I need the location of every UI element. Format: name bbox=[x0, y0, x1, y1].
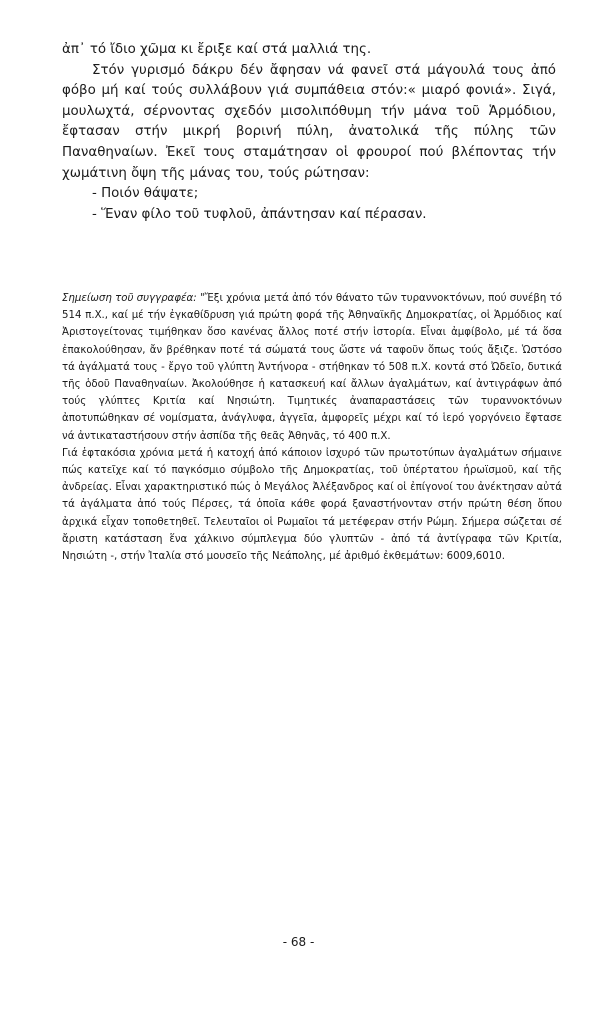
author-note-text: "Ἔξι χρόνια μετά ἀπό τόν θάνατο τῶν τυραννοκτόνων, πού συνέβη τό 514 π.Χ., καί μέ τήν ἐγκαθίδρυση γιά πρώτη φορά τῆς Ἀθηναϊκῆς Δημοκρατίας, οἱ Ἁρμόδιος καί Ἀριστογείτονας τιμήθηκαν ὅσο κανένας ἄλλος ποτέ στήν ἱστορία. Εἶναι ἀμφίβολο, μέ τά ὅσα ἐπακολούθησαν, ἄν βρέθηκαν ποτέ τά σώματά τους ὥστε νά ταφοῦν ὅπως τούς ἄξιζε. Ὡστόσο τά ἀγάλματά τους - ἔργο τοῦ γλύπτη Ἀντήνορα - στήθηκαν τό 508 π.Χ. κοντά στό Ὠδεῖο, δυτικά τῆς ὁδοῦ Παναθηναίων. Ἀκολούθησε ἡ κατασκευή καί ἄλλων ἀγαλμάτων, καί ἀντιγράφων ἀπό τούς γλύπτες Κριτία καί Νησιώτη. Τιμητικές ἀναπαραστάσεις τῶν τυραννοκτόνων ἀποτυπώθηκαν σέ νομίσματα, ἀνάγλυφα, ἀγγεῖα, ἀμφορεῖς μέχρι καί τό ἱερό γοργόνειο ἔφτασε νά ἀντικαταστήσουν στήν ἀσπίδα τῆς θεᾶς Ἀθηνᾶς, τό 400 π.Χ. bbox=[62, 293, 562, 442]
page-number: - 68 - bbox=[282, 935, 315, 949]
author-note-second-paragraph: Γιά ἑφτακόσια χρόνια μετά ἡ κατοχή ἀπό κάποιον ἰσχυρό τῶν πρωτοτύπων ἀγαλμάτων σήμαινε πώς κατεῖχε καί τό παγκόσμιο σύμβολο τῆς Δημοκρατίας, τοῦ ὑπέρτατου ἡρωϊσμοῦ, καί τῆς ἀνδρείας. Εἶναι χαρακτηριστικό πώς ὁ Μεγάλος Ἀλέξανδρος καί οἱ ἐπίγονοί του ἀνέκτησαν αὐτά τά ἀγάλματα ἀπό τούς Πέρσες, τά ὁποῖα κάθε φορά ξαναστήνονταν στήν πρώτη θέση ὅπου ἀρχικά εἶχαν τοποθετηθεῖ. Τελευταῖοι οἱ Ρωμαῖοι τά μετέφεραν στήν Ρώμη. Σήμερα σώζεται σέ ἄριστη κατάσταση ἕνα χάλκινο σύμπλεγμα δύο γλυπτῶν - ἀπό τά ἀντίγραφα τῶν Κριτία, Νησιώτη -, στήν Ἰταλία στό μουσεῖο τῆς Νεάπολης, μέ ἀριθμό ἐκθεμάτων: 6009,6010. bbox=[62, 447, 562, 563]
author-note-label: Σημείωση τοῦ συγγραφέα: bbox=[62, 293, 197, 304]
main-text bbox=[62, 40, 556, 225]
dialogue-answer: - Ἕναν φίλο τοῦ τυφλοῦ, ἀπάντησαν καί πέρασαν. bbox=[92, 206, 427, 222]
dialogue-question: - Ποιόν θάψατε; bbox=[92, 186, 199, 202]
paragraph-continuation: ἀπ᾿ τό ἴδιο χῶμα κι ἔριξε καί στά μαλλιά της. bbox=[62, 42, 372, 57]
author-note-first-paragraph bbox=[62, 290, 562, 445]
paragraph-return-journey: Στόν γυρισμό δάκρυ δέν ἄφησαν νά φανεῖ στά μάγουλά τους ἀπό φόβο μή καί τούς συλλάβουν γιά συμπάθεια στόν:« μιαρό φονιά». Σιγά, μουλωχτά, σέρνοντας σχεδόν μισολιπόθυμη τήν μάνα τοῦ Ἁρμόδιου, ἔφτασαν στήν μικρή βορινή πύλη, ἀνατολικά τῆς πύλης τῶν Παναθηναίων. Ἐκεῖ τους σταμάτησαν οἱ φρουροί πού βλέποντας τήν χωμάτινη ὄψη τῆς μάνας του, τούς ρώτησαν: bbox=[62, 62, 556, 181]
author-note bbox=[62, 290, 562, 565]
